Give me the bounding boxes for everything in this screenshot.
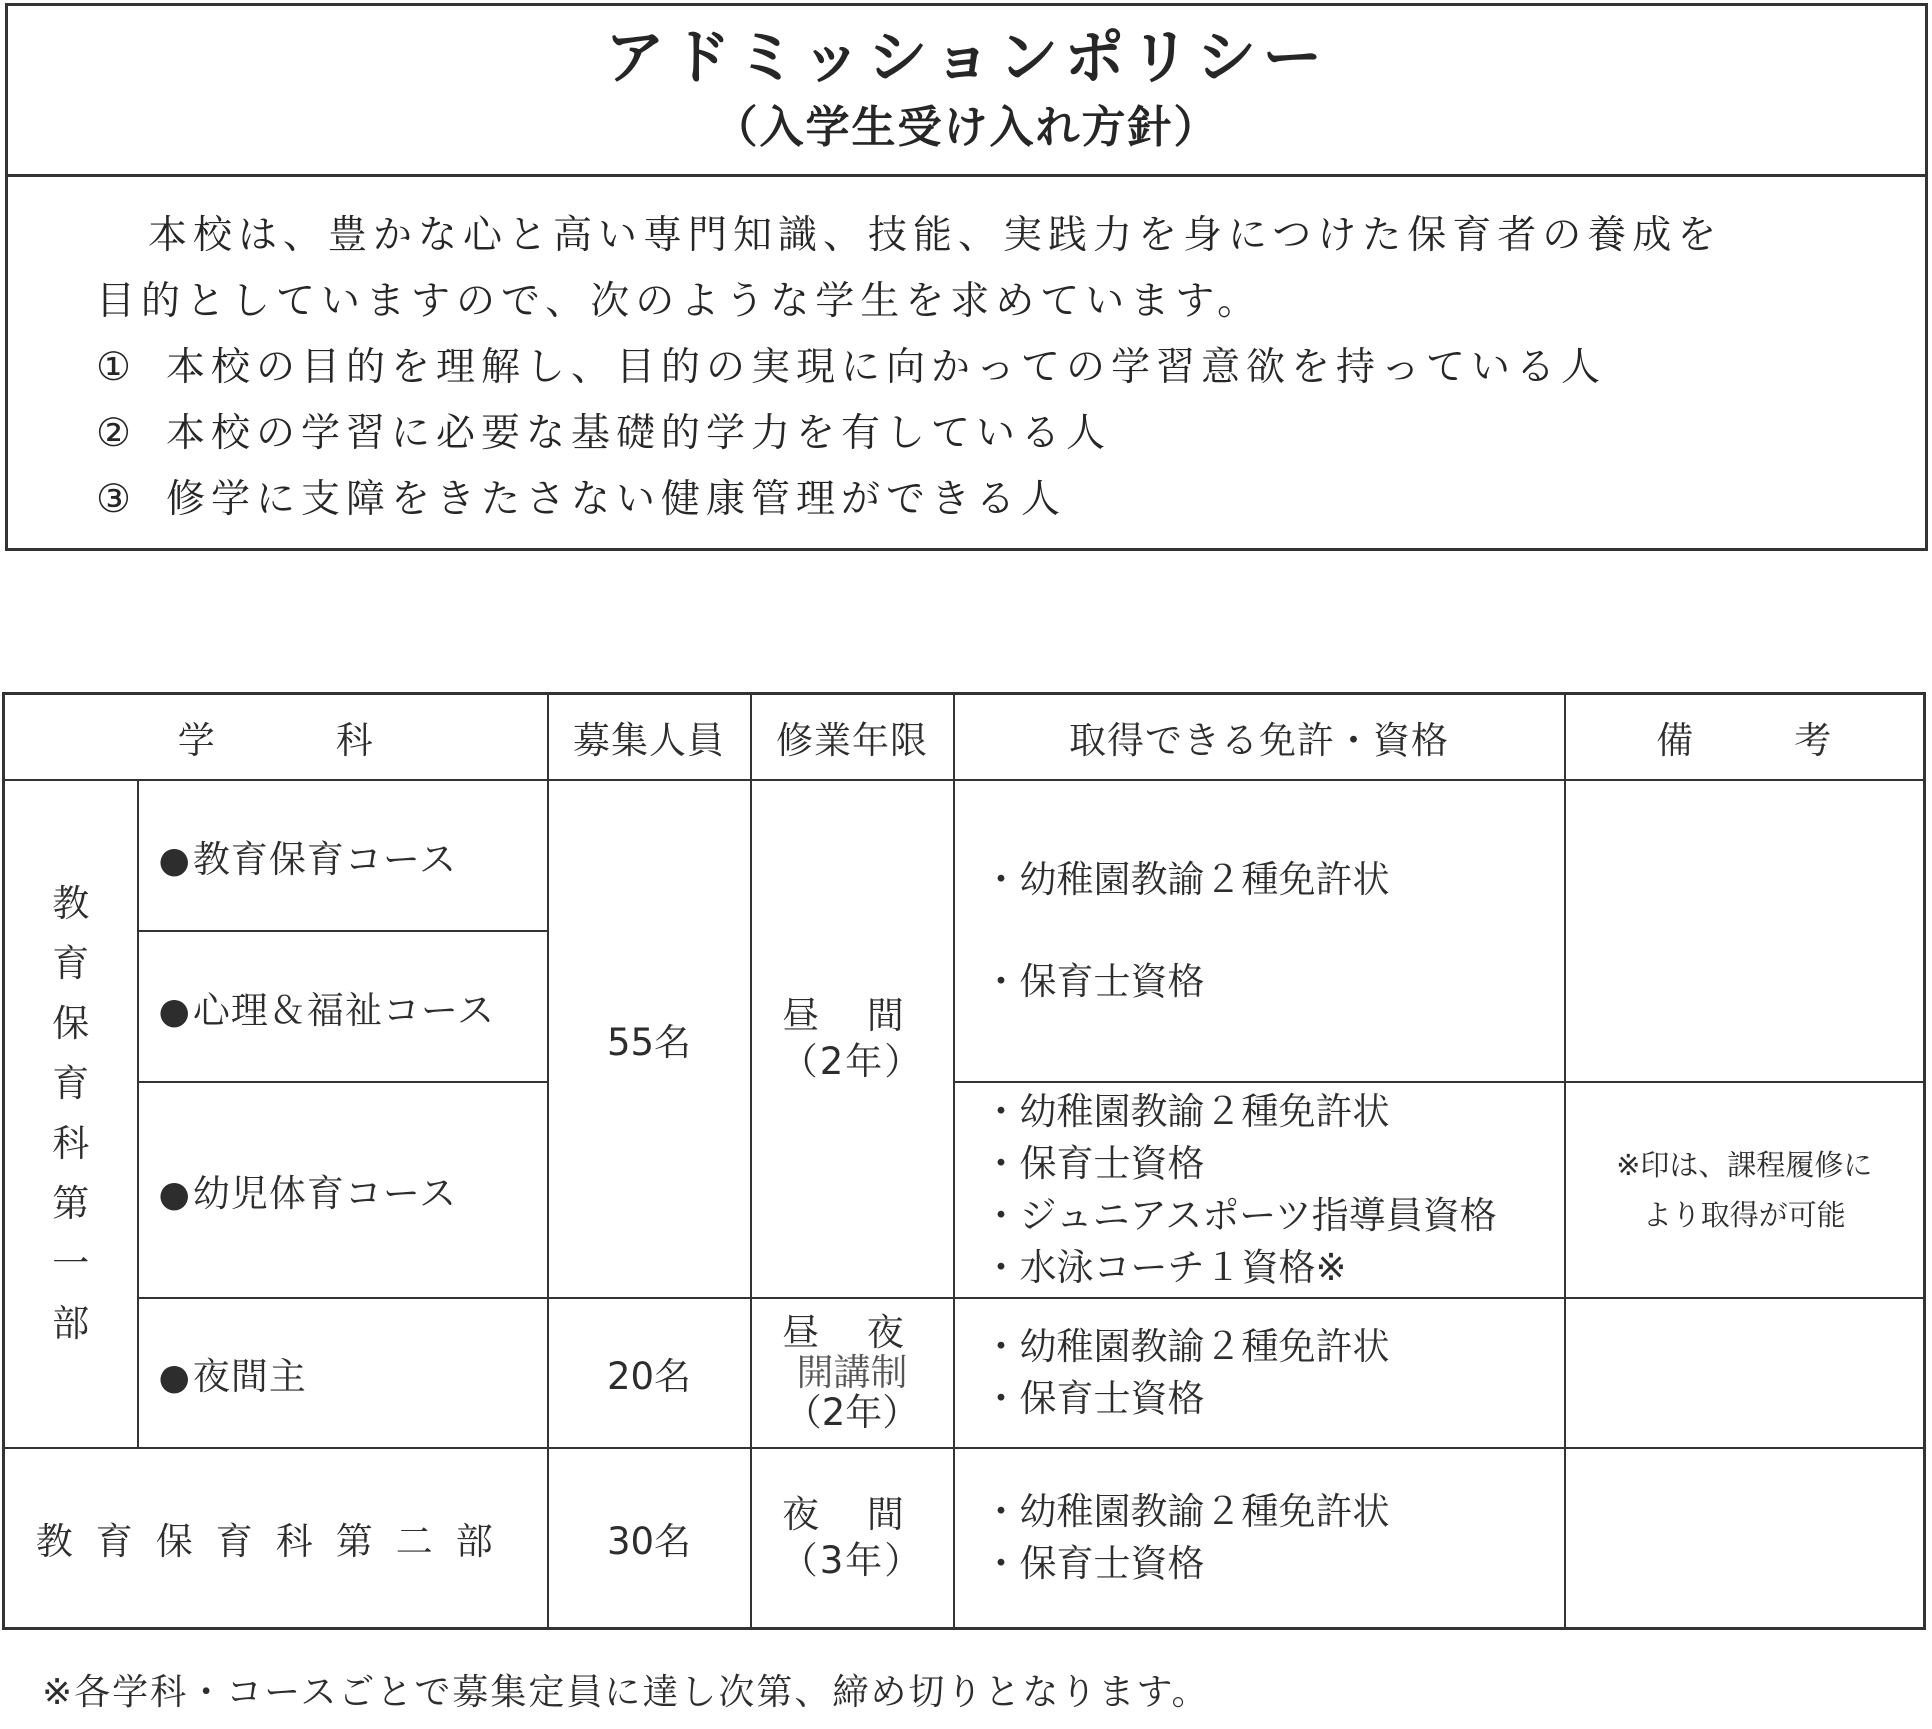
table-row — [4, 1082, 1925, 1298]
course-table — [2, 692, 1926, 1630]
dept2-name: 教育保育科第二部 — [4, 1448, 548, 1628]
requirement-item — [96, 401, 1885, 467]
bullet-icon: ● — [158, 1357, 191, 1398]
header-remarks: 備 考 — [1565, 694, 1925, 781]
remarks-cell — [1565, 1298, 1925, 1448]
table-header-row — [4, 694, 1925, 781]
policy-subtitle: （入学生受け入れ方針） — [713, 102, 1220, 153]
license-list: ・幼稚園教諭２種免許状 ・保育士資格 ・ジュニアスポーツ指導員資格 ・水泳コーチ１資格※ — [954, 1082, 1565, 1298]
policy-intro-line-1: 本校は、豊かな心と高い専門知識、技能、実践力を身につけた保育者の養成を — [148, 213, 1723, 258]
header-capacity: 募集人員 — [548, 694, 751, 781]
requirement-item — [96, 335, 1885, 401]
license-list: ・幼稚園教諭２種免許状 ・保育士資格 — [954, 1448, 1565, 1628]
table-row — [4, 1298, 1925, 1448]
capacity-cell: 30名 — [548, 1448, 751, 1628]
term-cell: 夜 間 （3年） — [751, 1448, 954, 1628]
header-years: 修業年限 — [751, 694, 954, 781]
capacity-cell: 20名 — [548, 1298, 751, 1448]
requirement-text: 修学に支障をきたさない健康管理ができる人 — [166, 477, 1067, 522]
term-cell: 昼 間 （2年） — [751, 780, 954, 1298]
remarks-cell: ※印は、課程履修に より取得が可能 — [1565, 1082, 1925, 1298]
course-name: ●幼児体育コース — [138, 1082, 548, 1298]
remarks-cell — [1565, 780, 1925, 1082]
policy-title: アドミッションポリシー — [604, 23, 1329, 93]
policy-intro-line-2: 目的としていますので、次のような学生を求めています。 — [96, 279, 1263, 324]
table-row — [4, 780, 1925, 931]
requirement-number: ① — [96, 345, 137, 390]
requirement-text: 本校の学習に必要な基礎的学力を有している人 — [166, 411, 1112, 456]
course-name: ●夜間主 — [138, 1298, 548, 1448]
bullet-icon: ● — [158, 990, 191, 1032]
header-licenses: 取得できる免許・資格 — [954, 694, 1565, 781]
requirement-number: ③ — [96, 477, 137, 522]
course-name: ●心理＆福祉コース — [138, 931, 548, 1082]
capacity-cell: 55名 — [548, 780, 751, 1298]
header-department: 学 科 — [4, 694, 548, 781]
term-cell: 昼 夜 開講制 （2年） — [751, 1298, 954, 1448]
remarks-cell — [1565, 1448, 1925, 1628]
requirement-text: 本校の目的を理解し、目的の実現に向かっての学習意欲を持っている人 — [166, 345, 1607, 390]
requirement-item — [96, 467, 1885, 533]
course-name: ●教育保育コース — [138, 780, 548, 931]
table-row — [4, 1448, 1925, 1628]
bullet-icon: ● — [158, 839, 191, 881]
bullet-icon: ● — [158, 1174, 191, 1215]
requirement-number: ② — [96, 411, 137, 456]
footnote: ※各学科・コースごとで募集定員に達し次第、締め切りとなります。 — [42, 1672, 1210, 1713]
license-list: ・幼稚園教諭２種免許状 ・保育士資格 — [954, 780, 1565, 1082]
policy-body — [8, 177, 1925, 533]
policy-header — [8, 6, 1925, 177]
license-list: ・幼稚園教諭２種免許状 ・保育士資格 — [954, 1298, 1565, 1448]
admission-policy-box — [5, 3, 1928, 551]
dept1-name: 教 育 保 育 科 第 一 部 — [4, 780, 138, 1448]
